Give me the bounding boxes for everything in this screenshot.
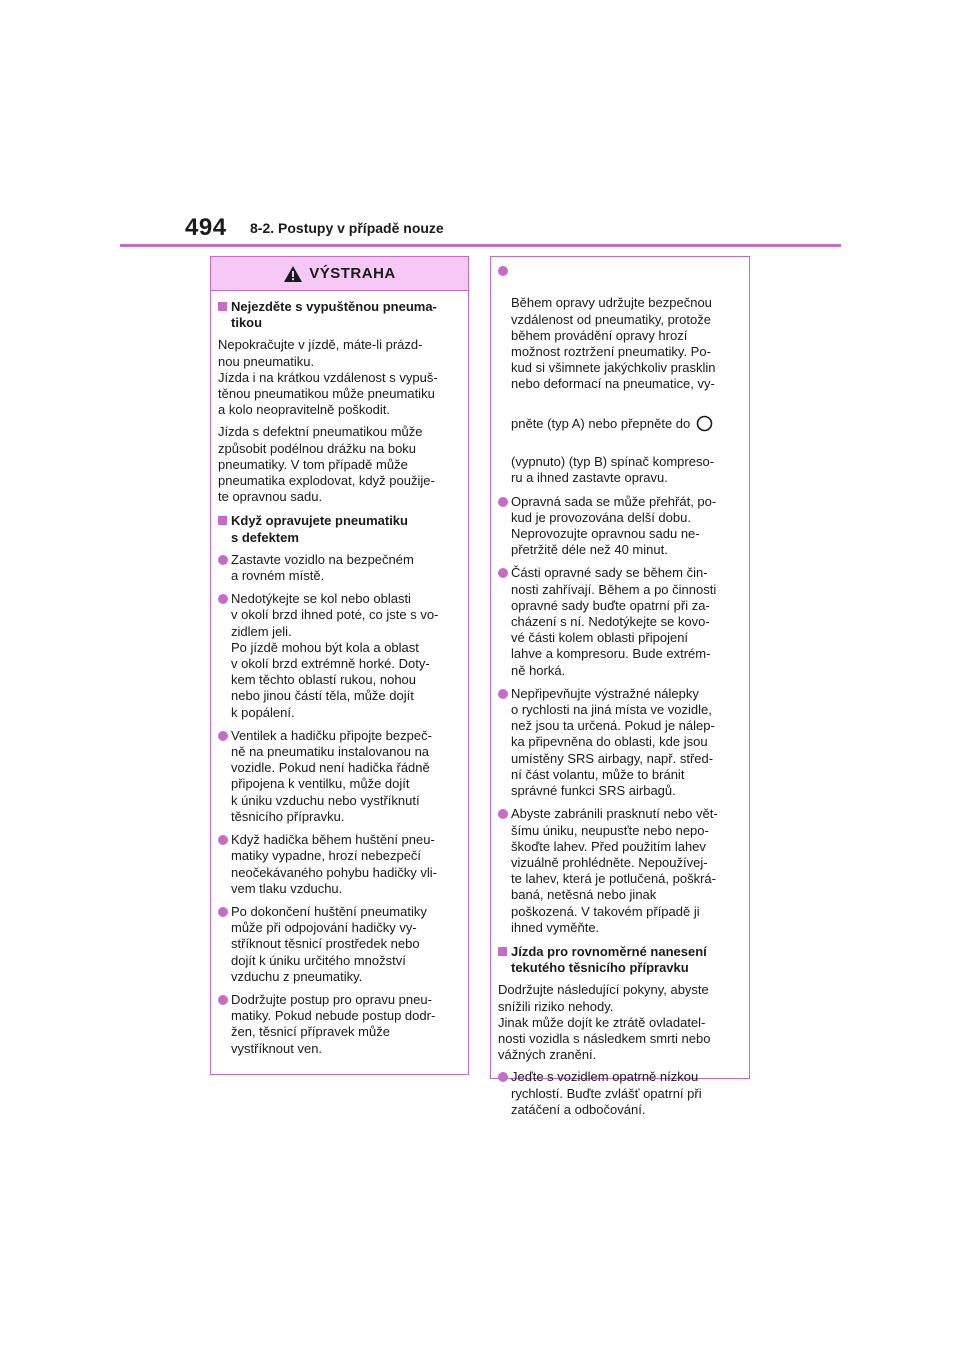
- circle-bullet-icon: [218, 907, 228, 917]
- section-title: 8-2. Postupy v případě nouze: [250, 220, 444, 236]
- list-item-text: pněte (typ A) nebo přepněte do: [511, 415, 691, 431]
- list-item-text: Části opravné sady se během čin- nosti zahřívají. Během a po činnosti opravné sady buďte opatrní při za- cházení s ní. Nedotýkejte se kovo- vé části kolem oblasti připojení lahve a kompresoru. Bude extrém- ně horká.: [511, 565, 717, 678]
- circle-bullet-icon: [218, 594, 228, 604]
- list-item: [218, 728, 460, 825]
- circle-bullet-icon: [498, 689, 508, 699]
- list-item: [218, 832, 460, 897]
- list-item-text: Dodržujte postup pro opravu pneu- matiky. Pokud nebude postup dodr- žen, těsnicí přípravek může vystříknout ven.: [231, 991, 436, 1056]
- line-gap: [511, 432, 741, 438]
- list-item: [498, 686, 741, 799]
- heading-text: Když opravujete pneumatiku s defektem: [231, 513, 408, 545]
- warning-title: VÝSTRAHA: [309, 265, 396, 282]
- list-item: [498, 565, 741, 678]
- circle-bullet-icon: [498, 568, 508, 578]
- warning-content-right: [491, 257, 749, 1118]
- page-number: 494: [185, 214, 227, 241]
- circle-bullet-icon: [498, 1072, 508, 1082]
- warning-box-right: [490, 256, 750, 1117]
- square-bullet-icon: [218, 516, 227, 525]
- list-item-text: Jeďte s vozidlem opatrně nízkou rychlostí. Buďte zvlášť opatrní při zatáčení a odbočování.: [511, 1069, 702, 1117]
- list-item-text: Když hadička během huštění pneu- matiky vypadne, hrozí nebezpečí neočekávaného pohybu hadičky vli- vem tlaku vzduchu.: [231, 832, 437, 896]
- paragraph: Nepokračujte v jízdě, máte-li prázd- nou pneumatiku. Jízda i na krátkou vzdálenost s vypuš- těnou pneumatikou může pneumatiku a kolo neopravitelně poškodit.: [218, 337, 438, 418]
- list-item-text: Nedotýkejte se kol nebo oblasti v okolí brzd ihned poté, co jste s vo- zidlem jeli. Po jízdě mohou být kola a oblast v okolí brzd extrémně horké. Doty- kem těchto oblastí rukou, nohou nebo jinou částí těla, může dojít k popálení.: [231, 591, 439, 720]
- circle-bullet-icon: [498, 497, 508, 507]
- list-item: [498, 494, 741, 559]
- warning-header: [211, 257, 468, 291]
- circle-bullet-icon: [498, 809, 508, 819]
- circle-bullet-icon: [218, 995, 228, 1005]
- heading-flat-tire: [218, 299, 460, 331]
- square-bullet-icon: [218, 302, 227, 311]
- warning-triangle-icon: [283, 265, 303, 283]
- list-item-text: Ventilek a hadičku připojte bezpeč- ně na pneumatiku instalovanou na vozidle. Pokud není hadička řádně připojena k ventilku, může dojít k úniku vzduchu nebo vystříknutí těsnicího přípravku.: [231, 727, 432, 824]
- heading-text: Jízda pro rovnoměrné nanesení tekutého těsnicího přípravku: [511, 943, 707, 976]
- list-item: [498, 1069, 741, 1118]
- paragraph: Jízda s defektní pneumatikou může způsobit podélnou drážku na boku pneumatiky. V tom případě může pneumatika explodovat, když použije- te opravnou sadu.: [218, 424, 435, 505]
- list-item-text: (vypnuto) (typ B) spínač kompreso- ru a ihned zastavte opravu.: [511, 454, 715, 486]
- square-bullet-icon: [498, 947, 507, 956]
- list-item-text: Nepřipevňujte výstražné nálepky o rychlosti na jiná místa ve vozidle, než jsou ta určená. Pokud je nálep- ka připevněna do oblasti, kde jsou umístěny SRS airbagy, např. střed- ní část volantu, může to bránit správné funkci SRS airbagů.: [511, 685, 715, 799]
- header-rule: [120, 244, 841, 247]
- heading-driving: [498, 944, 741, 976]
- list-item: [218, 904, 460, 985]
- list-item: [218, 591, 460, 721]
- list-item-text: Abyste zabránili prasknutí nebo vět- šímu úniku, neupusťte nebo nepo- škoďte lahev. Před použitím lahev vizuálně prohlédněte. Nepoužívej- te lahev, která je potlučená, poškrá- baná, netěsná nebo jinak poškozená. V takovém případě ji ihned vyměňte.: [511, 806, 718, 935]
- circle-bullet-icon: [218, 555, 228, 565]
- circle-bullet-icon: [218, 731, 228, 741]
- list-item-text: Během opravy udržujte bezpečnou vzdálenost od pneumatiky, protože během provádění opravy hrozí možnost roztržení pneumatiky. Po- kud si všimnete jakýchkoliv prasklin nebo deformací na pneumatice, vy-: [511, 295, 716, 392]
- list-item-text: Po dokončení huštění pneumatiky může při odpojování hadičky vy- stříknout těsnicí prostředek nebo dojít k úniku určitého množství vzduchu z pneumatiky.: [231, 903, 427, 984]
- list-item: [498, 263, 741, 487]
- line-gap: [511, 393, 741, 399]
- circle-bullet-icon: [218, 835, 228, 845]
- paragraph: Dodržujte následující pokyny, abyste snížili riziko nehody. Jinak může dojít ke ztrátě ovladatel- nosti vozidla s následkem smrti nebo vážných zranění.: [498, 982, 711, 1063]
- list-item: [218, 552, 460, 584]
- off-position-circle-icon: [696, 415, 713, 432]
- warning-content-left: [211, 291, 468, 1057]
- list-item: [218, 992, 460, 1057]
- warning-box-left: [210, 256, 469, 1075]
- list-item: [498, 806, 741, 936]
- list-item-text: Zastavte vozidlo na bezpečném a rovném místě.: [231, 551, 414, 584]
- heading-repairing: [218, 513, 460, 545]
- list-item-text: Opravná sada se může přehřát, po- kud je provozována delší dobu. Neprovozujte opravnou sadu ne- přetržitě déle než 40 minut.: [511, 493, 717, 558]
- circle-bullet-icon: [498, 266, 508, 276]
- heading-text: Nejezděte s vypuštěnou pneuma- tikou: [231, 299, 437, 331]
